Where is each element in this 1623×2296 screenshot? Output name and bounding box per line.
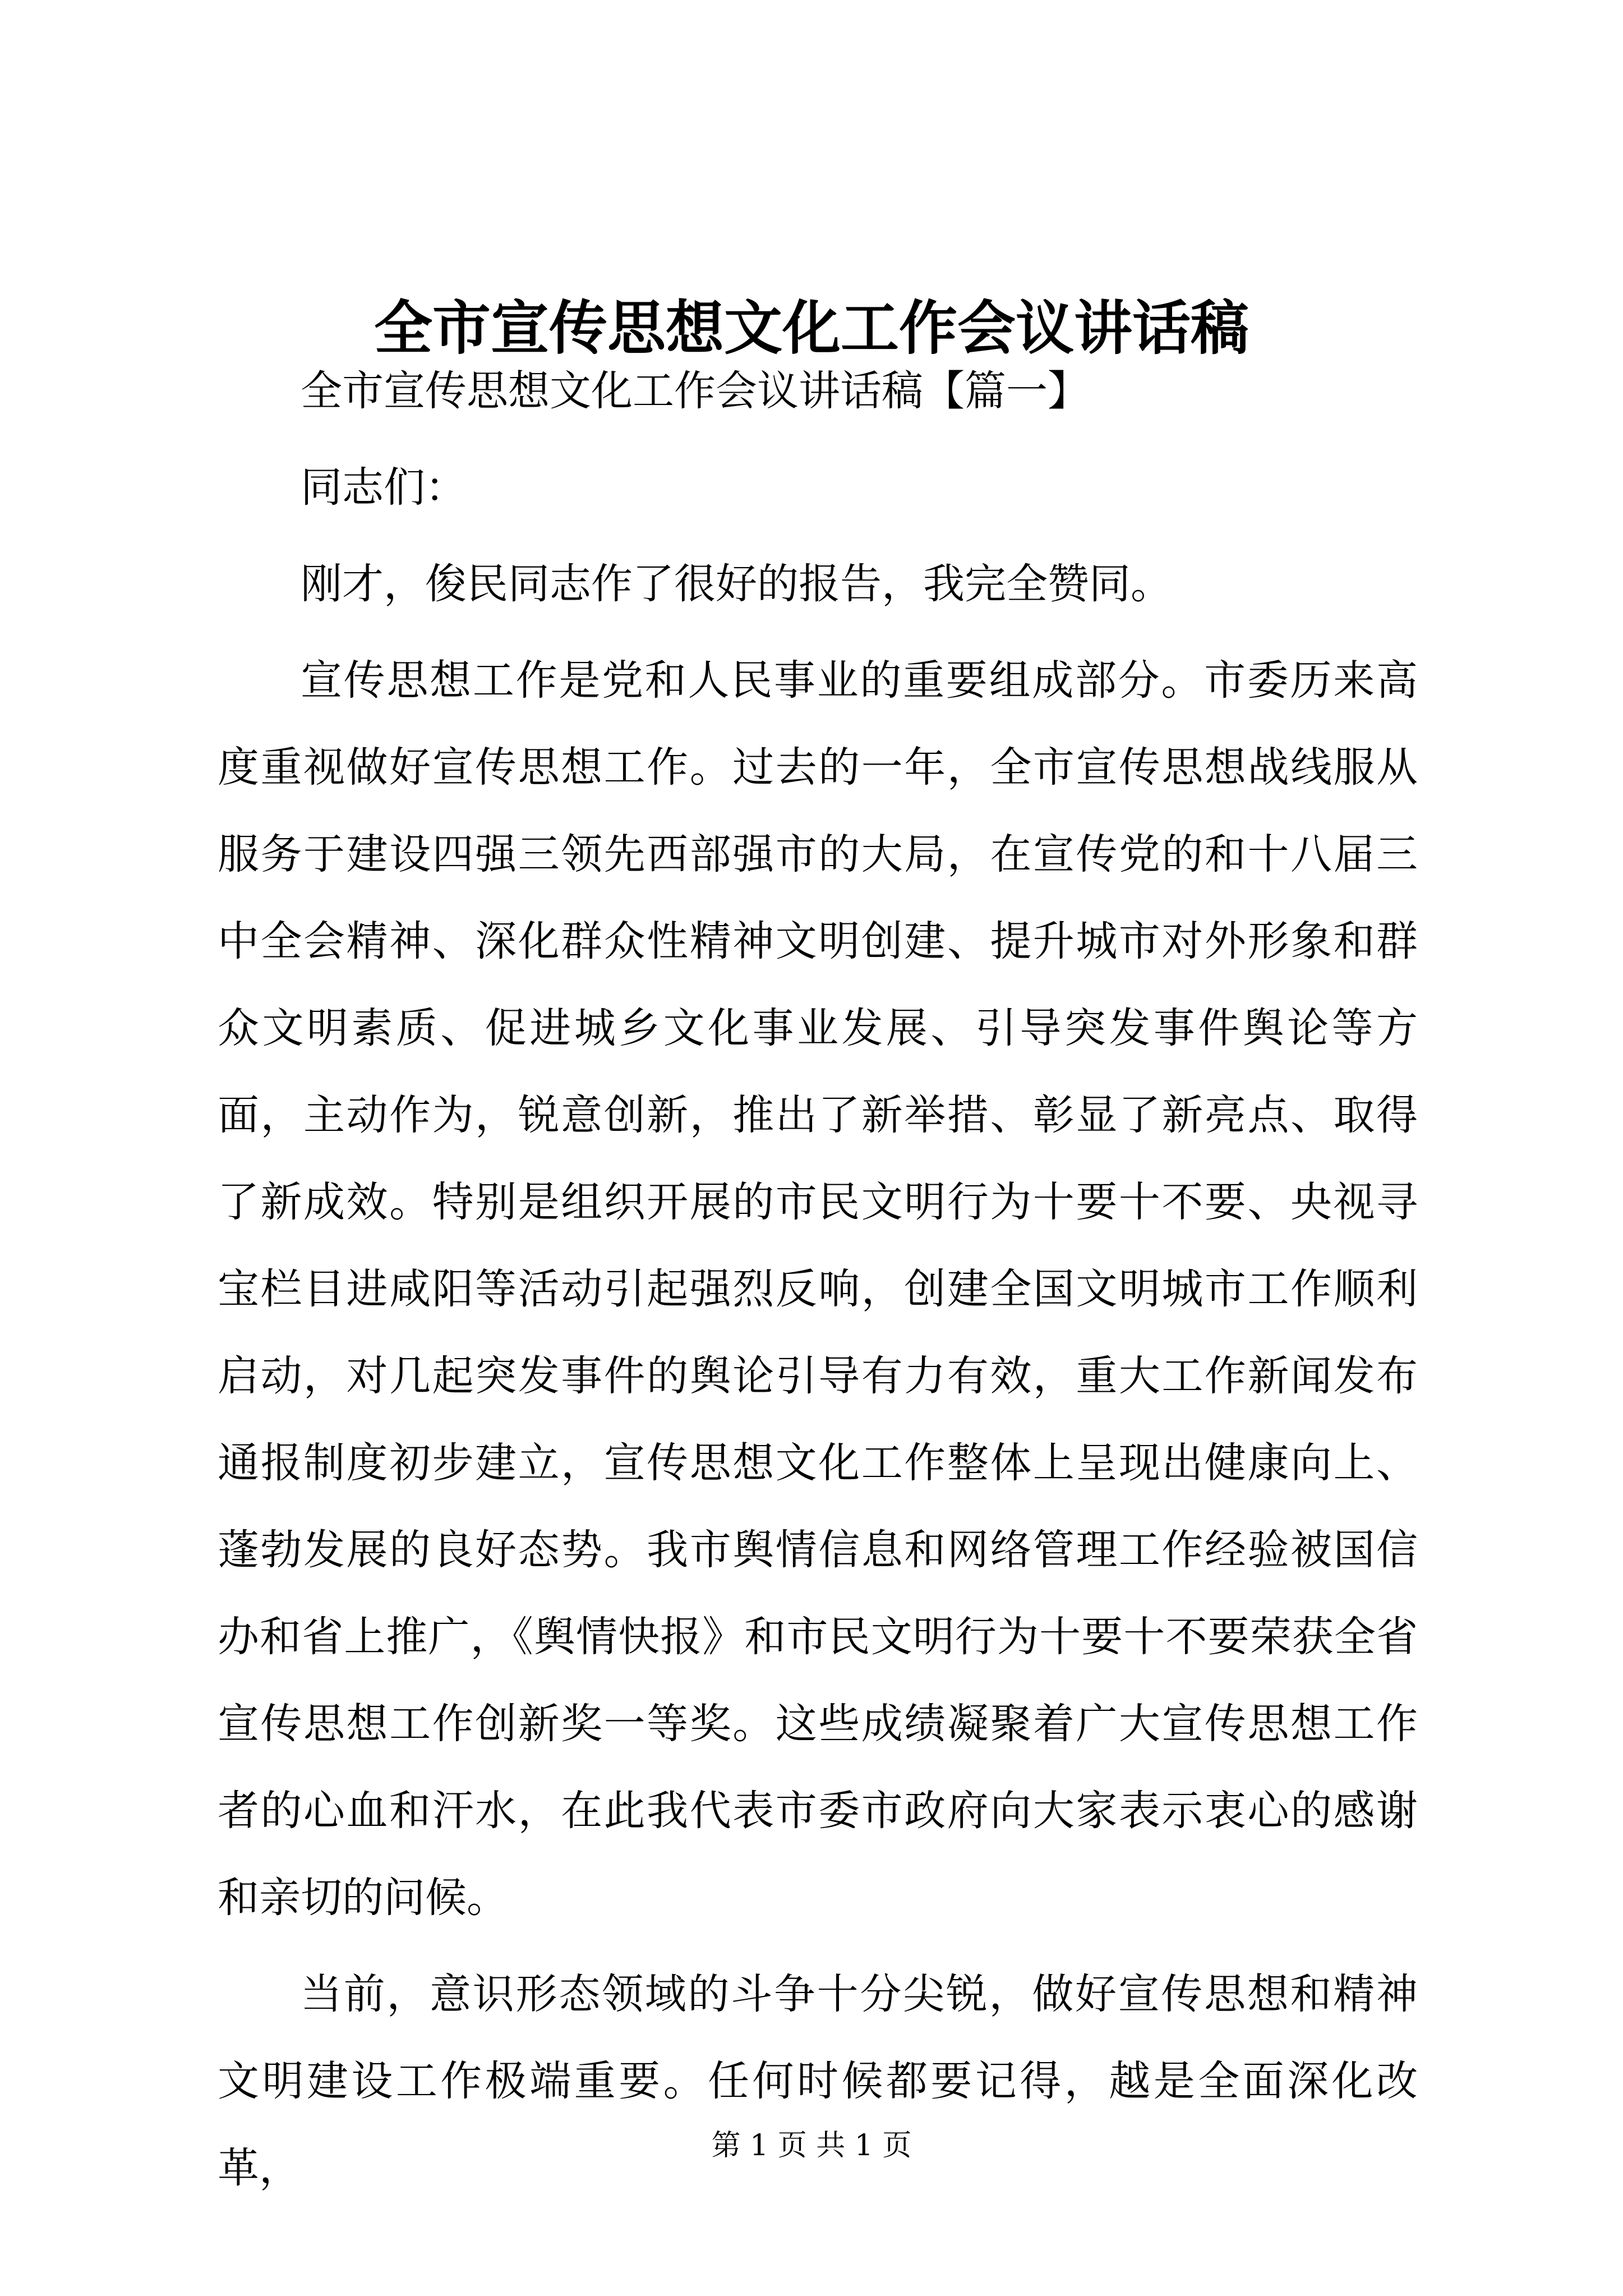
paragraph-salutation: 同志们：	[301, 463, 467, 512]
page-footer: 第 1 页 共 1 页	[711, 2129, 912, 2162]
paragraph-current-situation: 当前，意识形态领域的斗争十分尖锐，做好宣传思想和精神文明建设工作极端重要。任何时候都要记得，越是全面深化改革，	[218, 1970, 1418, 2192]
paragraph-subtitle: 全市宣传思想文化工作会议讲话稿【篇一】	[301, 367, 1089, 415]
paragraph-achievements: 宣传思想工作是党和人民事业的重要组成部分。市委历来高度重视做好宣传思想工作。过去的一年，全市宣传思想战线服从服务于建设四强三领先西部强市的大局，在宣传党的和十八届三中全会精神、深化群众性精神文明创建、提升城市对外形象和群众文明素质、促进城乡文化事业发展、引导突发事件舆论等方面，主动作为，锐意创新，推出了新举措、彰显了新亮点、取得了新成效。特别是组织开展的市民文明行为十要十不要、央视寻宝栏目进咸阳等活动引起强烈反响，创建全国文明城市工作顺利启动，对几起突发事件的舆论引导有力有效，重大工作新闻发布通报制度初步建立，宣传思想文化工作整体上呈现出健康向上、蓬勃发展的良好态势。我市舆情信息和网络管理工作经验被国信办和省上推广，《舆情快报》和市民文明行为十要十不要荣获全省宣传思想工作创新奖一等奖。这些成绩凝聚着广大宣传思想工作者的心血和汗水，在此我代表市委市政府向大家表示衷心的感谢和亲切的问候。	[218, 656, 1418, 1922]
document-title: 全市宣传思想文化工作会议讲话稿	[374, 293, 1249, 362]
document-body	[218, 348, 1418, 2221]
paragraph-opening: 刚才，俊民同志作了很好的报告，我完全赞同。	[301, 560, 1172, 608]
